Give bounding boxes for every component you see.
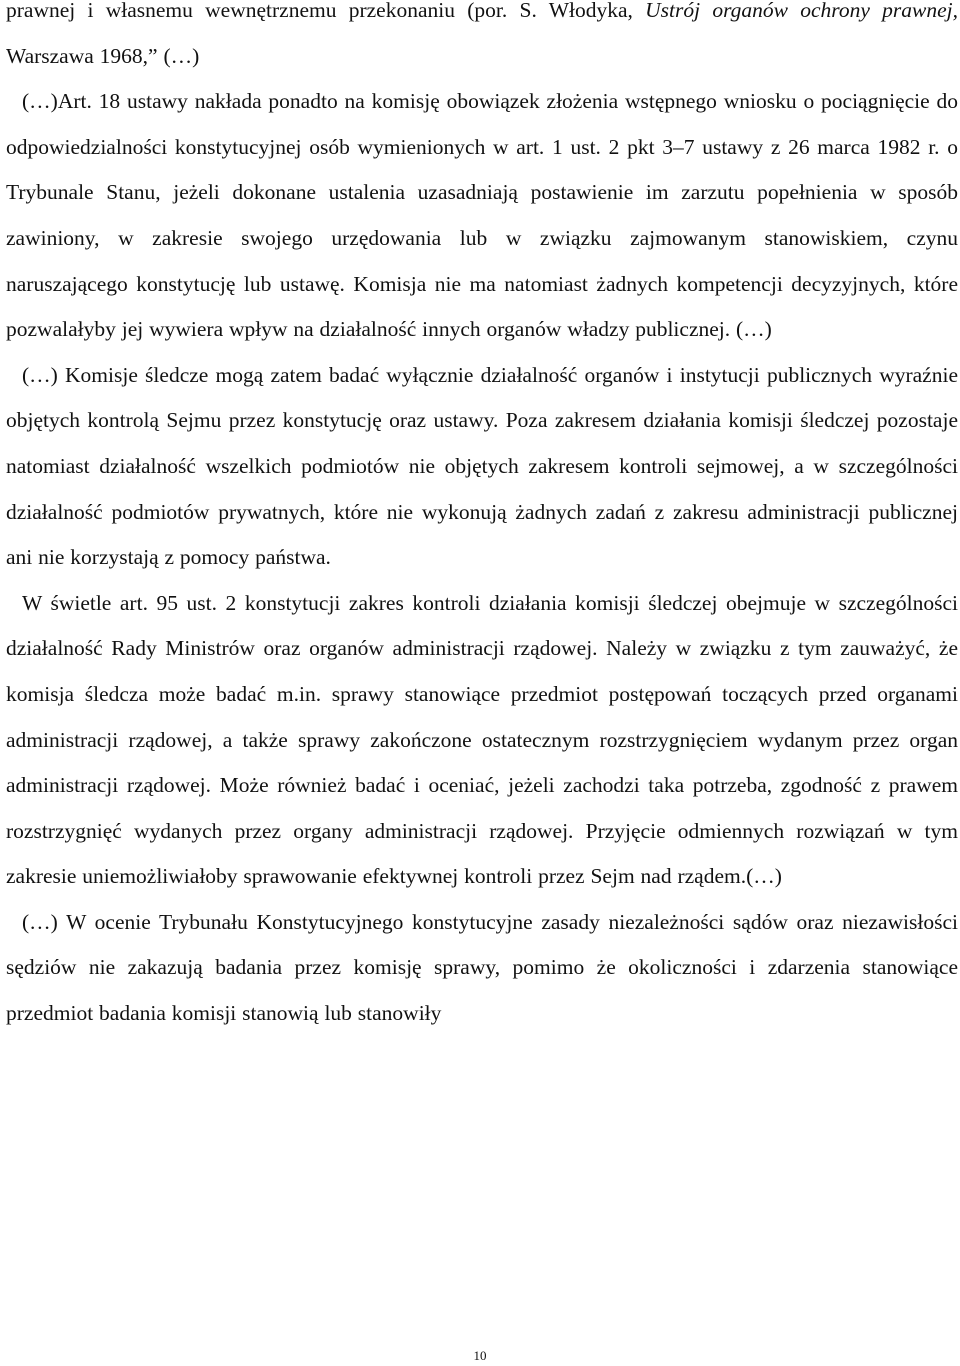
cited-work-title: Ustrój organów ochrony prawnej, [645, 0, 958, 22]
paragraph-5: (…) W ocenie Trybunału Konstytucyjnego konstytucyjne zasady niezależności sądów oraz niezawisłości sędziów nie zakazują badania przez komisję sprawy, pomimo że okoliczności i zdarzenia stanowiące przedmiot badania komisji stanowią lub stanowiły [6, 909, 958, 1026]
paragraph-3: (…) Komisje śledcze mogą zatem badać wyłącznie działalność organów i instytucji publicznych wyraźnie objętych kontrolą Sejmu przez konstytucję oraz ustawy. Poza zakresem działania komisji śledczej pozostaje natomiast działalność wszelkich podmiotów nie objętych zakresem kontroli sejmowej, a w szczególności działalność podmiotów prywatnych, które nie wykonują żadnych zadań z zakresu administracji publicznej ani nie korzystają z pomocy państwa. [6, 362, 958, 570]
paragraph-2: (…)Art. 18 ustawy nakłada ponadto na komisję obowiązek złożenia wstępnego wniosku o pociągnięcie do odpowiedzialności konstytucyjnej osób wymienionych w art. 1 ust. 2 pkt 3–7 ustawy z 26 marca 1982 r. o Trybunale Stanu, jeżeli dokonane ustalenia uzasadniają postawienie im zarzutu popełnienia w sposób zawiniony, w zakresie swojego urzędowania lub w związku zajmowanym stanowiskiem, czynu naruszającego konstytucję lub ustawę. Komisja nie ma natomiast żadnych kompetencji decyzyjnych, które pozwalałyby jej wywiera wpływ na działalność innych organów władzy publicznej. (…) [6, 89, 958, 342]
paragraph-1-pre: prawnej i własnemu wewnętrznemu przekonaniu (por. S. Włodyka, [6, 0, 646, 22]
page-number: 10 [473, 1348, 487, 1363]
document-page [6, 0, 958, 1037]
paragraph-4: W świetle art. 95 ust. 2 konstytucji zakres kontroli działania komisji śledczej obejmuje w szczególności działalność Rady Ministrów oraz organów administracji rządowej. Należy w związku z tym zauważyć, że komisja śledcza może badać m.in. sprawy stanowiące przedmiot postępowań toczących przed organami administracji rządowej, a także sprawy zakończone ostatecznym rozstrzygnięciem wydanym przez organ administracji rządowej. Może również badać i oceniać, jeżeli zachodzi taka potrzeba, zgodność z prawem rozstrzygnięć wydanych przez organy administracji rządowej. Przyjęcie odmiennych rozwiązań w tym zakresie uniemożliwiałoby sprawowanie efektywnej kontroli przez Sejm nad rządem.(…) [6, 590, 958, 889]
paragraph-1 [6, 0, 958, 79]
paragraph-1-post: Warszawa 1968,” (…) [6, 43, 200, 68]
